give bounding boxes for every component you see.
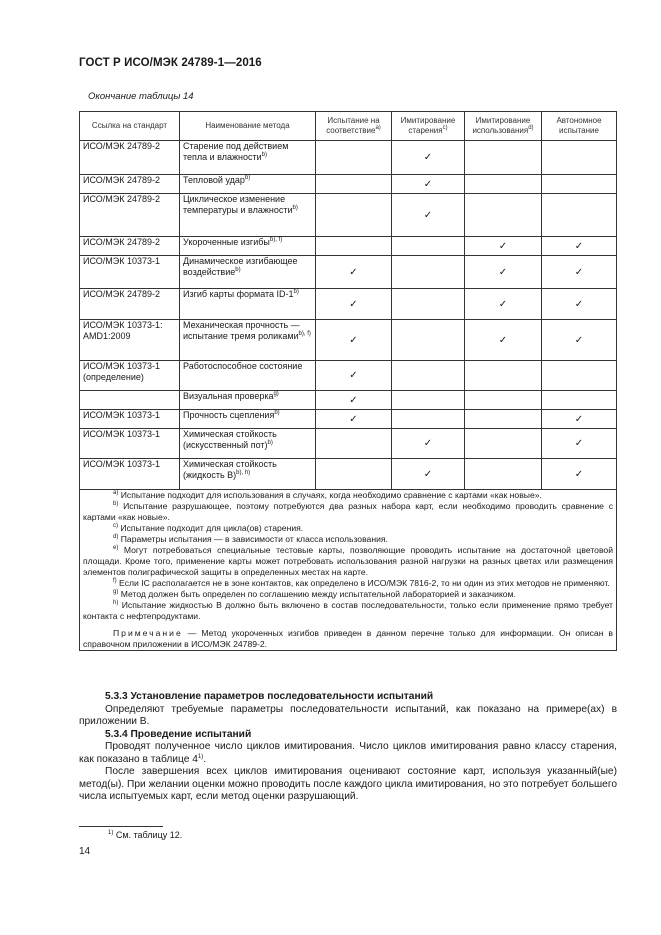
col-header-usage: Имитирование использования$^{d)}$ <box>465 112 542 141</box>
note-item: $^{c)}$ Испытание подходит для цикла(ов) старения. <box>113 523 304 533</box>
standard-ref: ИСО/МЭК 24789-2 <box>80 194 180 237</box>
section-533-text: Определяют требуемые параметры последовательности испытаний, как показано на примере(ах) в приложении В. <box>79 703 617 727</box>
table-notes <box>80 490 617 651</box>
notes-list <box>83 490 613 622</box>
col-header-standalone: Автономное испытание <box>542 112 617 141</box>
empty-cell <box>542 391 617 410</box>
note-item: $^{f)}$ Если IC располагается не в зоне контактов, как определено в ИСО/МЭК 7816-2, то ни один из этих методов не применяют. <box>113 578 610 588</box>
col-header-aging: Имитирование старения$^{c)}$ <box>392 112 465 141</box>
empty-cell <box>392 289 465 320</box>
table-row <box>80 237 617 256</box>
standard-ref: ИСО/МЭК 10373-1 (определение) <box>80 361 180 391</box>
table-row <box>80 320 617 361</box>
method-name: Тепловой удар$^{b)}$ <box>180 175 316 194</box>
table-body <box>80 141 617 490</box>
method-name: Работоспособное состояние <box>180 361 316 391</box>
method-name: Прочность сцепления$^{b)}$ <box>180 410 316 429</box>
check-mark-icon: ✓ <box>392 141 465 175</box>
check-mark-icon: ✓ <box>465 289 542 320</box>
check-mark-icon: ✓ <box>392 194 465 237</box>
check-mark-icon: ✓ <box>392 429 465 459</box>
empty-cell <box>316 175 392 194</box>
table-row <box>80 175 617 194</box>
check-mark-icon: ✓ <box>465 320 542 361</box>
note-item: $^{d)}$ Параметры испытания — в зависимости от класса использования. <box>113 534 388 544</box>
check-mark-icon: ✓ <box>542 289 617 320</box>
section-533-heading: 5.3.3 Установление параметров последовательности испытаний <box>105 691 434 702</box>
note-item: $^{e)}$ Могут потребоваться специальные тестовые карты, позволяющие проводить испытание на достаточной цветовой площади. Кроме того, применение карты может потребовать использования разной нагрузки на разных цветах или размещения элементов полиграфической защиты в определенных местах на карте. <box>83 545 613 577</box>
section-534-text2: После завершения всех циклов имитирования оценивают состояние карт, используя указанный(ые) метод(ы). При желании оценки можно проводить после каждого цикла имитирования, но это потребует большего числа испытуемых карт, если метод оценки разрушающий. <box>79 766 617 802</box>
standard-ref: ИСО/МЭК 24789-2 <box>80 289 180 320</box>
check-mark-icon: ✓ <box>542 410 617 429</box>
check-mark-icon: ✓ <box>316 361 392 391</box>
table-row <box>80 391 617 410</box>
table-row <box>80 194 617 237</box>
standard-ref: ИСО/МЭК 10373-1 <box>80 429 180 459</box>
table-row <box>80 361 617 391</box>
empty-cell <box>542 194 617 237</box>
check-mark-icon: ✓ <box>316 289 392 320</box>
empty-cell <box>465 175 542 194</box>
standard-ref: ИСО/МЭК 10373-1 <box>80 256 180 289</box>
section-534-text1: Проводят полученное число циклов имитирования. Число циклов имитирования равно классу старения, как показано в таблице 4$^{1)}$. <box>79 741 617 765</box>
empty-cell <box>465 194 542 237</box>
empty-cell <box>542 141 617 175</box>
check-mark-icon: ✓ <box>542 429 617 459</box>
check-mark-icon: ✓ <box>542 256 617 289</box>
method-name: Химическая стойкость (искусственный пот)$^{b)}$ <box>180 429 316 459</box>
check-mark-icon: ✓ <box>465 237 542 256</box>
check-mark-icon: ✓ <box>465 256 542 289</box>
empty-cell <box>465 391 542 410</box>
standard-ref: ИСО/МЭК 24789-2 <box>80 141 180 175</box>
check-mark-icon: ✓ <box>392 175 465 194</box>
empty-cell <box>542 175 617 194</box>
col-header-method: Наименование метода <box>180 112 316 141</box>
empty-cell <box>316 237 392 256</box>
empty-cell <box>316 429 392 459</box>
method-name: Циклическое изменение температуры и влажности$^{b)}$ <box>180 194 316 237</box>
empty-cell <box>316 141 392 175</box>
empty-cell <box>392 320 465 361</box>
col-header-standard: Ссылка на стандарт <box>80 112 180 141</box>
standard-ref: ИСО/МЭК 24789-2 <box>80 175 180 194</box>
table-row <box>80 459 617 490</box>
footnote-ref: 1) <box>197 753 204 760</box>
method-name: Механическая прочность — испытание тремя роликами$^{b), f)}$ <box>180 320 316 361</box>
footnote-divider <box>79 826 163 827</box>
empty-cell <box>316 459 392 490</box>
empty-cell <box>316 194 392 237</box>
note-item: $^{g)}$ Метод должен быть определен по соглашению между испытательной лабораторией и заказчиком. <box>113 589 516 599</box>
body-text <box>79 691 617 804</box>
table-caption: Окончание таблицы 14 <box>88 91 194 102</box>
empty-cell <box>392 256 465 289</box>
note-item: $^{a)}$ Испытание подходит для использования в случаях, когда необходимо сравнение с картами «как новые». <box>113 490 542 500</box>
check-mark-icon: ✓ <box>316 391 392 410</box>
table-row <box>80 289 617 320</box>
note-item: $^{h)}$ Испытание жидкостью B должно быть включено в состав последовательности, только если применение прямо требует контакта с нефтепродуктами. <box>83 600 613 621</box>
note-item: $^{b)}$ Испытание разрушающее, поэтому потребуются два разных набора карт, если необходимо проводить сравнение с картами «как новые». <box>83 501 613 522</box>
methods-table <box>79 111 617 651</box>
document-header: ГОСТ Р ИСО/МЭК 24789-1—2016 <box>79 57 262 69</box>
empty-cell <box>465 459 542 490</box>
primechanie-label: Примечание <box>113 628 183 638</box>
page-number: 14 <box>79 846 91 857</box>
check-mark-icon: ✓ <box>392 459 465 490</box>
method-name: Визуальная проверка$^{g)}$ <box>180 391 316 410</box>
check-mark-icon: ✓ <box>316 256 392 289</box>
empty-cell <box>392 391 465 410</box>
method-name: Старение под действием тепла и влажности$^{b)}$ <box>180 141 316 175</box>
table-row <box>80 429 617 459</box>
empty-cell <box>465 410 542 429</box>
empty-cell <box>465 429 542 459</box>
empty-cell <box>465 361 542 391</box>
table-row <box>80 410 617 429</box>
check-mark-icon: ✓ <box>542 459 617 490</box>
footnote: $^{1)}$ См. таблицу 12. <box>108 830 183 840</box>
standard-ref <box>80 391 180 410</box>
section-534-heading: 5.3.4 Проведение испытаний <box>105 728 252 740</box>
empty-cell <box>392 361 465 391</box>
standard-ref: ИСО/МЭК 24789-2 <box>80 237 180 256</box>
col-header-conformance: Испытание на соответствие$^{a)}$ <box>316 112 392 141</box>
table-row <box>80 141 617 175</box>
empty-cell <box>542 361 617 391</box>
check-mark-icon: ✓ <box>316 410 392 429</box>
empty-cell <box>392 410 465 429</box>
empty-cell <box>465 141 542 175</box>
primechanie-text: — Метод укороченных изгибов приведен в данном перечне только для информации. Он описан в справочном приложении в ИСО/МЭК 24789-2. <box>83 628 613 649</box>
primechanie <box>83 628 613 650</box>
table-row <box>80 256 617 289</box>
method-name: Динамическое изгибающее воздействие$^{b)}$ <box>180 256 316 289</box>
check-mark-icon: ✓ <box>542 237 617 256</box>
empty-cell <box>392 237 465 256</box>
method-name: Химическая стойкость (жидкость B)$^{b), h)}$ <box>180 459 316 490</box>
method-name: Изгиб карты формата ID-1$^{b)}$ <box>180 289 316 320</box>
table-header-row <box>80 112 617 141</box>
standard-ref: ИСО/МЭК 10373-1: AMD1:2009 <box>80 320 180 361</box>
check-mark-icon: ✓ <box>542 320 617 361</box>
standard-ref: ИСО/МЭК 10373-1 <box>80 410 180 429</box>
standard-ref: ИСО/МЭК 10373-1 <box>80 459 180 490</box>
check-mark-icon: ✓ <box>316 320 392 361</box>
method-name: Укороченные изгибы$^{b), f)}$ <box>180 237 316 256</box>
